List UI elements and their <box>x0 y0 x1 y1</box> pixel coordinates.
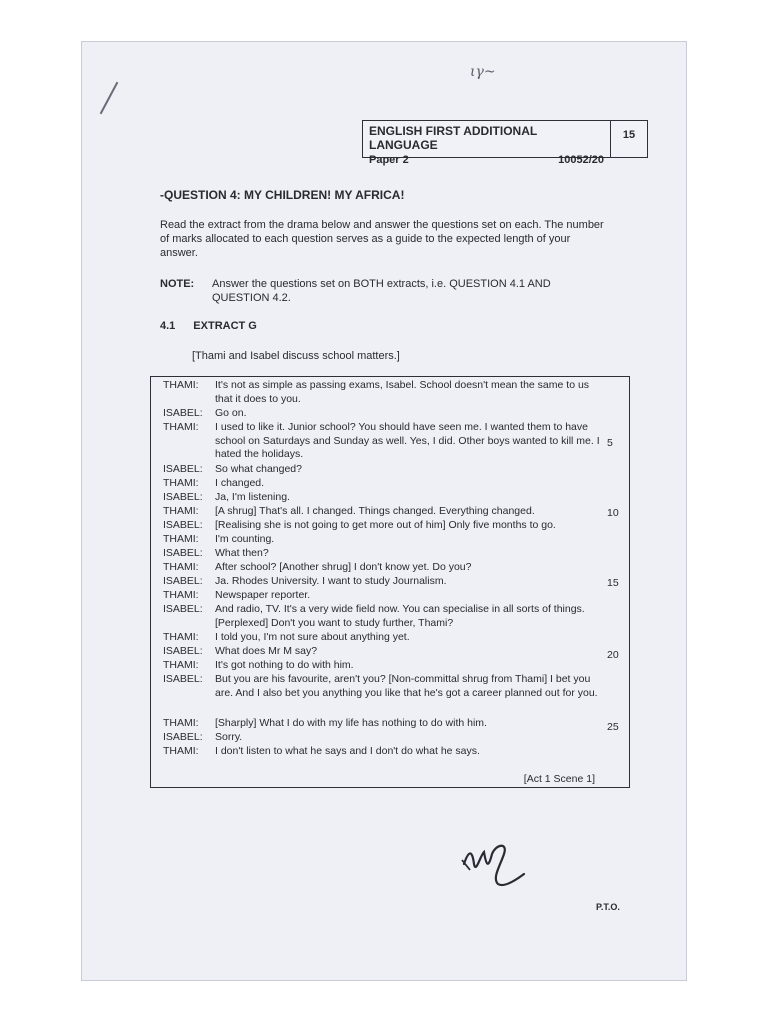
question-title: -QUESTION 4: MY CHILDREN! MY AFRICA! <box>160 188 405 202</box>
dialogue-line <box>163 463 603 477</box>
header-subject: ENGLISH FIRST ADDITIONAL LANGUAGE <box>369 124 537 152</box>
speech: [A shrug] That's all. I changed. Things changed. Everything changed. <box>215 505 535 517</box>
speaker: THAMI: <box>163 477 199 489</box>
header-paper: Paper 2 <box>369 154 409 166</box>
speech: Ja, I'm listening. <box>215 491 290 503</box>
signature-mark <box>458 834 530 888</box>
dialogue-box <box>150 376 630 788</box>
speech: What does Mr M say? <box>215 645 318 657</box>
speaker: ISABEL: <box>163 645 203 657</box>
dialogue-line <box>163 561 603 575</box>
speech: What then? <box>215 547 269 559</box>
dialogue-line <box>163 603 603 630</box>
stage-direction: [Thami and Isabel discuss school matters.] <box>192 350 400 362</box>
dialogue-line <box>163 379 603 406</box>
line-number: 20 <box>607 649 619 661</box>
pto-label: P.T.O. <box>596 902 620 912</box>
extract-source: [Act 1 Scene 1] <box>523 773 595 785</box>
speech: [Sharply] What I do with my life has nothing to do with him. <box>215 717 487 729</box>
line-number: 10 <box>607 507 619 519</box>
dialogue-line <box>163 505 603 519</box>
speaker: THAMI: <box>163 717 199 729</box>
extract-number: 4.1 <box>160 320 176 332</box>
dialogue-line <box>163 491 603 505</box>
line-number: 15 <box>607 577 619 589</box>
speech: So what changed? <box>215 463 302 475</box>
dialogue-line <box>163 745 603 759</box>
speaker: ISABEL: <box>163 575 203 587</box>
speaker: THAMI: <box>163 421 199 433</box>
dialogue-line <box>163 645 603 659</box>
speech: It's got nothing to do with him. <box>215 659 354 671</box>
dialogue-line <box>163 717 603 731</box>
dialogue-line <box>163 421 603 462</box>
speech: But you are his favourite, aren't you? [Non-committal shrug from Thami] I bet you are. And I also bet you anything you like that he's got a career planned out for you. <box>215 673 598 699</box>
dialogue-line <box>163 477 603 491</box>
speech: I used to like it. Junior school? You should have seen me. I wanted them to have school on Saturdays and Sunday as well. Yes, I did. Other boys wanted to kill me. I hated the holidays. <box>215 421 600 460</box>
header-page-number: 15 <box>622 129 636 141</box>
speaker: ISABEL: <box>163 407 203 419</box>
extract-heading <box>160 320 257 332</box>
speaker: ISABEL: <box>163 603 203 615</box>
dialogue-line <box>163 519 603 533</box>
speaker: THAMI: <box>163 561 199 573</box>
speaker: ISABEL: <box>163 673 203 685</box>
speech: It's not as simple as passing exams, Isabel. School doesn't mean the same to us that it does to you. <box>215 379 590 405</box>
speaker: ISABEL: <box>163 463 203 475</box>
note-text: Answer the questions set on BOTH extracts, i.e. QUESTION 4.1 AND QUESTION 4.2. <box>212 278 551 304</box>
speaker: THAMI: <box>163 631 199 643</box>
speech: After school? [Another shrug] I don't know yet. Do you? <box>215 561 472 573</box>
speech: Go on. <box>215 407 247 419</box>
note-block <box>160 277 606 305</box>
speech: I changed. <box>215 477 265 489</box>
speaker: ISABEL: <box>163 519 203 531</box>
header-code: 10052/20 <box>558 154 604 166</box>
speech: Ja. Rhodes University. I want to study Journalism. <box>215 575 447 587</box>
speaker: THAMI: <box>163 505 199 517</box>
line-number: 25 <box>607 721 619 733</box>
speaker: THAMI: <box>163 379 199 391</box>
speaker: THAMI: <box>163 745 199 757</box>
speech: [Realising she is not going to get more out of him] Only five months to go. <box>215 519 556 531</box>
speaker: THAMI: <box>163 533 199 545</box>
question-instructions: Read the extract from the drama below and answer the questions set on each. The number of marks allocated to each question serves as a guide to the expected length of your answer. <box>160 219 604 259</box>
header-main <box>363 121 611 166</box>
extract-title: EXTRACT G <box>193 320 257 332</box>
dialogue-line <box>163 575 603 589</box>
speaker: ISABEL: <box>163 731 203 743</box>
speaker: THAMI: <box>163 589 199 601</box>
speaker: ISABEL: <box>163 491 203 503</box>
dialogue-line <box>163 631 603 645</box>
speech: I don't listen to what he says and I don't do what he says. <box>215 745 480 757</box>
dialogue-line <box>163 659 603 673</box>
dialogue-line <box>163 533 603 547</box>
dialogue-line <box>163 673 603 700</box>
dialogue-line <box>163 547 603 561</box>
speech: Newspaper reporter. <box>215 589 311 601</box>
speaker: THAMI: <box>163 659 199 671</box>
speech: Sorry. <box>215 731 243 743</box>
dialogue-line <box>163 407 603 421</box>
note-label: NOTE: <box>160 278 195 290</box>
top-handwriting: ιγ~ <box>470 64 496 80</box>
speech: I'm counting. <box>215 533 275 545</box>
header-paper-row <box>369 154 604 166</box>
speaker: ISABEL: <box>163 547 203 559</box>
dialogue-line <box>163 731 603 745</box>
page-header-box <box>362 120 648 166</box>
speech: I told you, I'm not sure about anything yet. <box>215 631 410 643</box>
line-number: 5 <box>607 437 613 449</box>
speech: And radio, TV. It's a very wide field now. You can specialise in all sorts of things. [Perplexed] Don't you want to study further, Thami? <box>215 603 585 629</box>
dialogue-line <box>163 589 603 603</box>
